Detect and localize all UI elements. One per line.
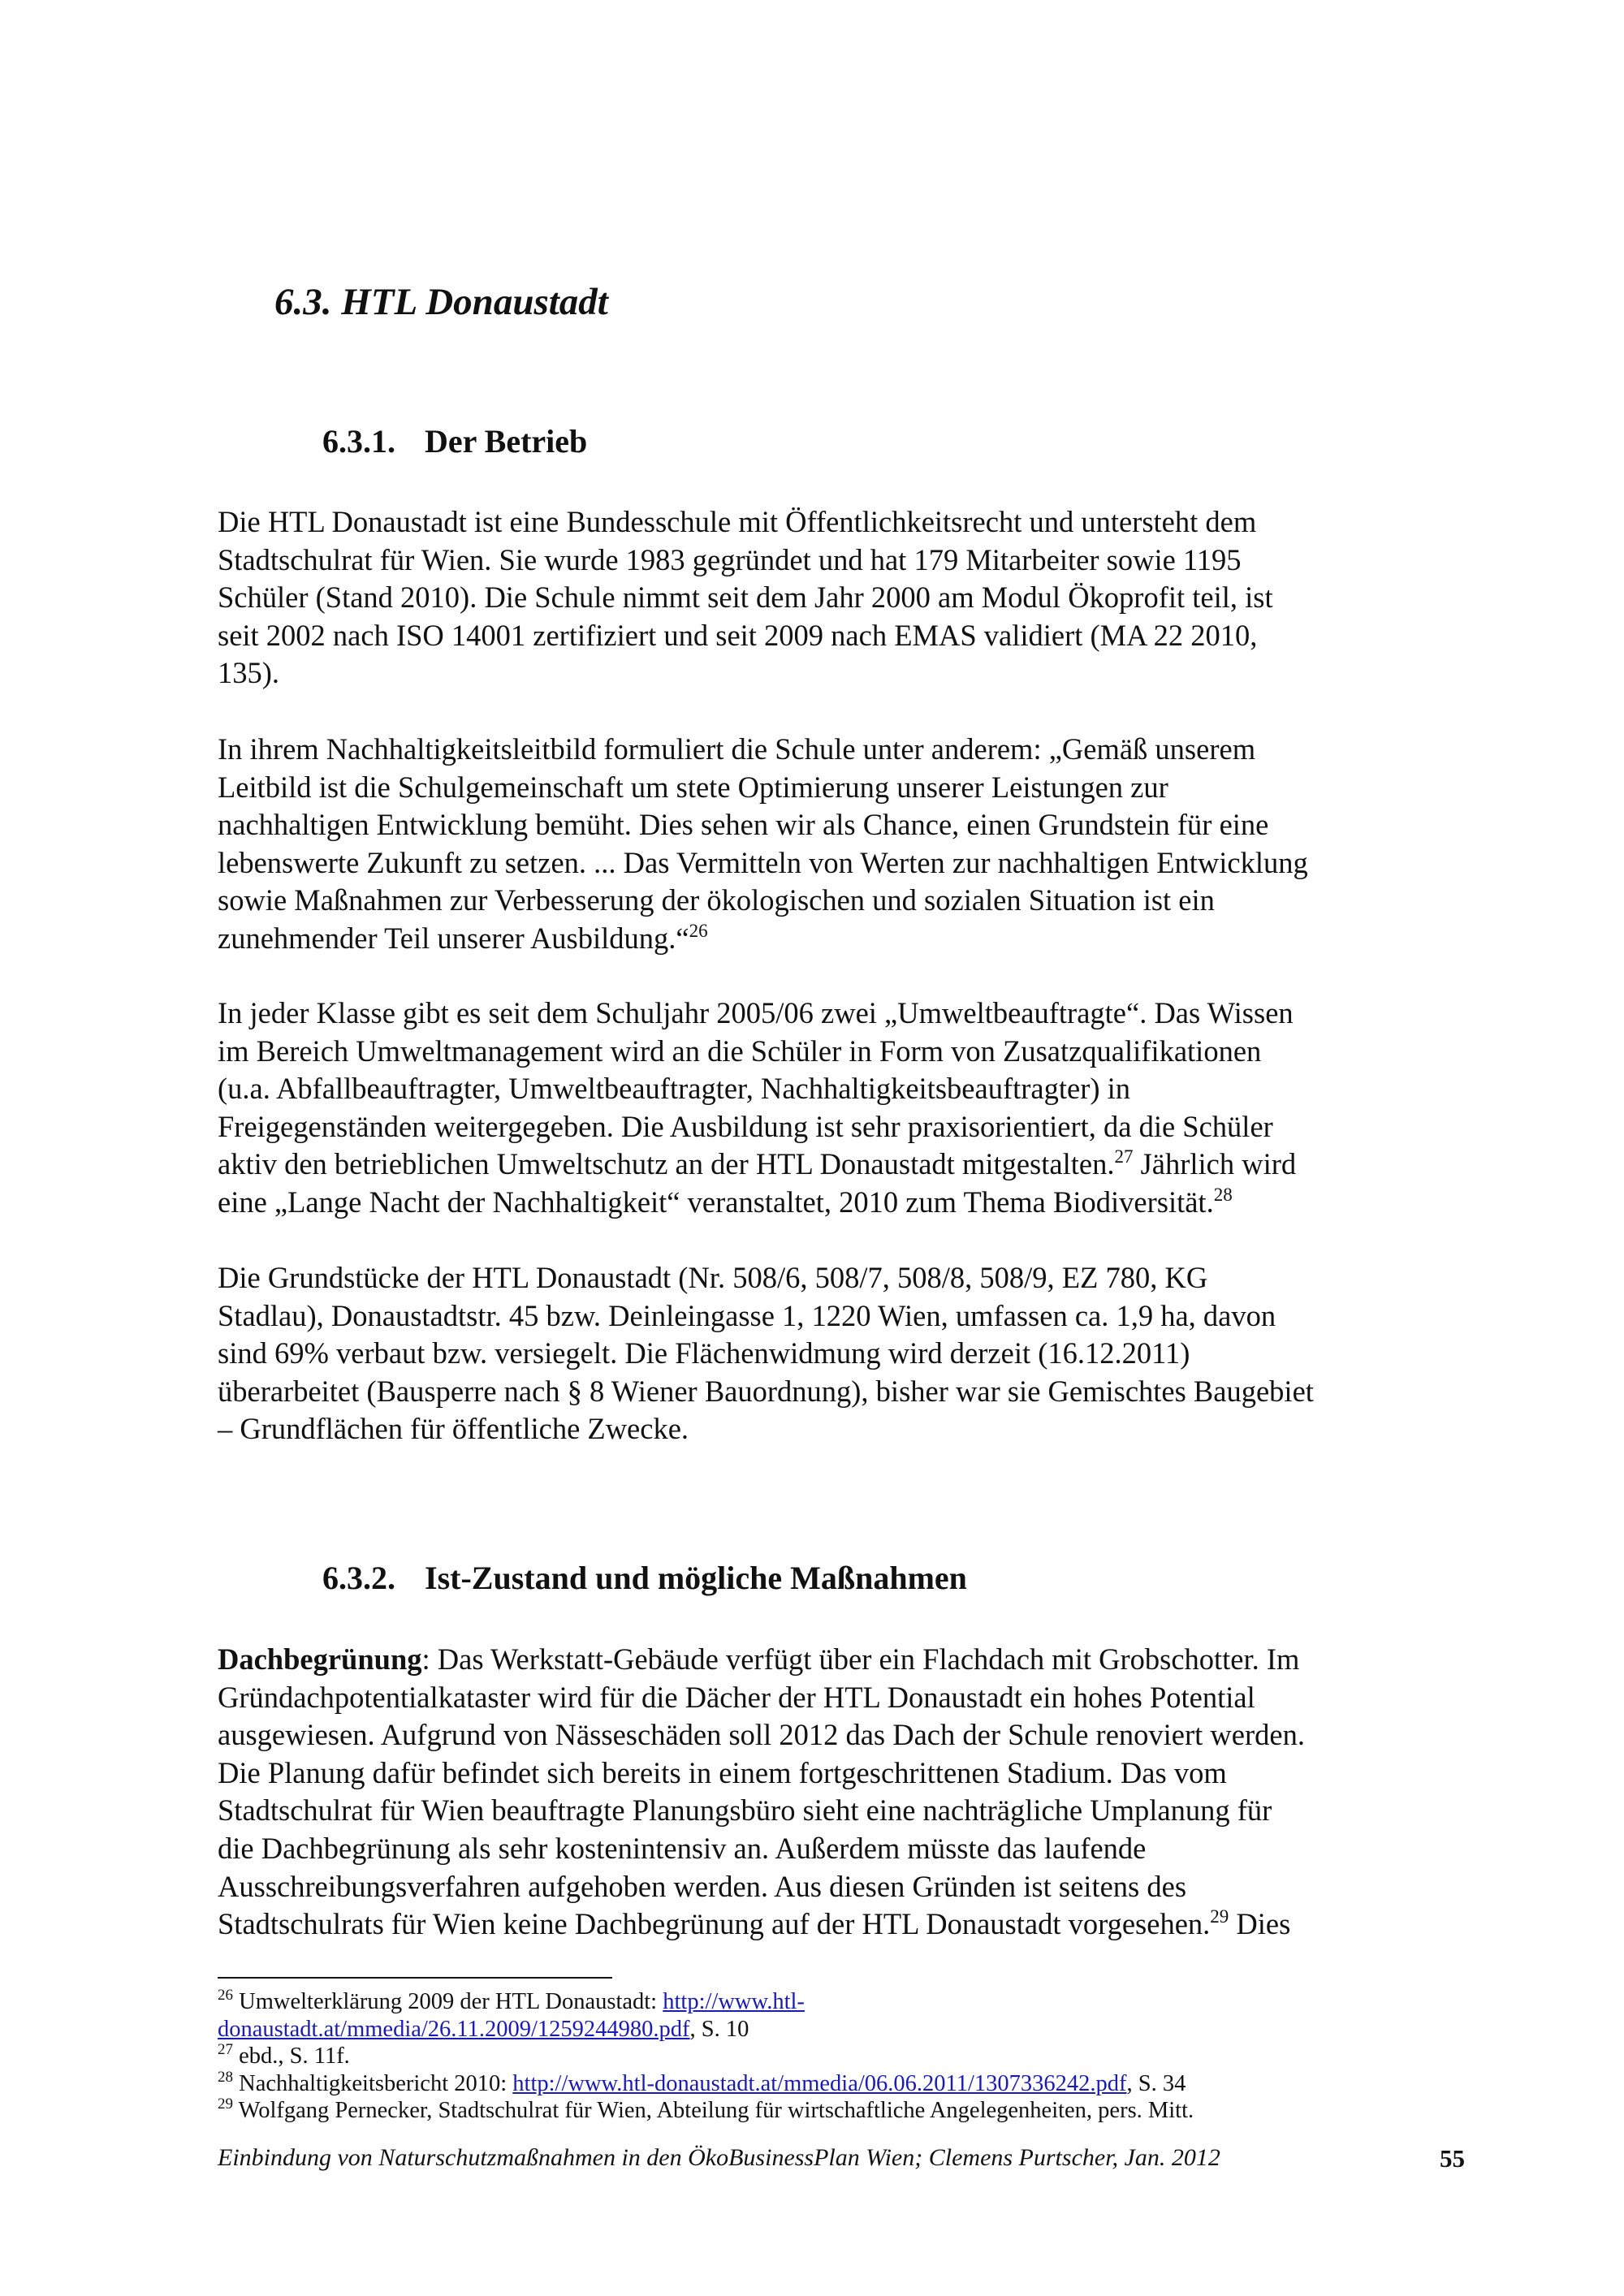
bold-lead-term: Dachbegrünung — [218, 1642, 422, 1676]
text-line: lebenswerte Zukunft zu setzen. ... Das Vermitteln von Werten zur nachhaltigen Entwicklung — [218, 845, 1308, 879]
paragraph-grundstuecke — [218, 1259, 1452, 1448]
subsection-number: 6.3.1. — [322, 423, 395, 460]
text-line: überarbeitet (Bausperre nach § 8 Wiener Bauordnung), bisher war sie Gemischtes Baugebiet — [218, 1374, 1314, 1408]
footnote-ref[interactable]: 27 — [1114, 1146, 1134, 1167]
footnote-ref[interactable]: 28 — [1213, 1184, 1233, 1205]
subsection-title: Ist-Zustand und mögliche Maßnahmen — [425, 1560, 967, 1596]
text-fragment: Jährlich wird — [1133, 1147, 1297, 1181]
text-line: Stadtschulrat für Wien. Sie wurde 1983 gegründet und hat 179 Mitarbeiter sowie 1195 — [218, 542, 1242, 576]
text-line: Gründachpotentialkataster wird für die Dächer der HTL Donaustadt ein hohes Potential — [218, 1680, 1255, 1714]
subsection-heading-betrieb — [322, 422, 587, 460]
text-line: Die Grundstücke der HTL Donaustadt (Nr. 508/6, 508/7, 508/8, 508/9, EZ 780, KG — [218, 1261, 1208, 1294]
text-line: Stadtschulrat für Wien beauftragte Planungsbüro sieht eine nachträgliche Umplanung für — [218, 1793, 1272, 1828]
text-line: seit 2002 nach ISO 14001 zertifiziert und seit 2009 nach EMAS validiert (MA 22 2010, — [218, 618, 1258, 652]
footnote-separator — [218, 1977, 612, 1979]
paragraph-umweltbeauftragte — [218, 995, 1452, 1222]
text-line: In ihrem Nachhaltigkeitsleitbild formuliert die Schule unter anderem: „Gemäß unserem — [218, 732, 1256, 766]
text-line: In jeder Klasse gibt es seit dem Schuljahr 2005/06 zwei „Umweltbeauftragte“. Das Wissen — [218, 996, 1294, 1029]
subsection-title: Der Betrieb — [425, 423, 588, 460]
subsection-number: 6.3.2. — [322, 1560, 395, 1596]
text-line — [218, 1146, 1452, 1184]
text-line — [218, 1184, 1452, 1222]
text-line: 135). — [218, 656, 280, 690]
text-line: Die Planung dafür befindet sich bereits in einem fortgeschrittenen Stadium. Das vom — [218, 1755, 1227, 1789]
footnote-text: Nachhaltigkeitsbericht 2010: — [233, 2070, 513, 2096]
text-line: Freigegenständen weitergegeben. Die Ausbildung ist sehr praxisorientiert, da die Schüler — [218, 1109, 1273, 1143]
text-line: (u.a. Abfallbeauftragter, Umweltbeauftragter, Nachhaltigkeitsbeauftragter) in — [218, 1072, 1131, 1106]
text-line: sowie Maßnahmen zur Verbesserung der ökologischen und sozialen Situation ist ein — [218, 883, 1215, 917]
text-line: die Dachbegrünung als sehr kostenintensiv an. Außerdem müsste das laufende — [218, 1831, 1147, 1865]
text-line — [218, 920, 1452, 958]
footnote-27 — [218, 2043, 1452, 2070]
footnote-text: , S. 10 — [689, 2016, 749, 2042]
footnote-link[interactable]: donaustadt.at/mmedia/26.11.2009/1259244980.pdf — [218, 2016, 690, 2042]
text-line — [218, 1905, 1452, 1944]
text-line: im Bereich Umweltmanagement wird an die Schüler in Form von Zusatzqualifikationen — [218, 1034, 1262, 1068]
text-fragment: Dies — [1229, 1907, 1291, 1941]
text-fragment: zunehmender Teil unserer Ausbildung.“ — [218, 921, 689, 955]
text-line: Schüler (Stand 2010). Die Schule nimmt seit dem Jahr 2000 am Modul Ökoprofit teil, ist — [218, 580, 1273, 615]
footnote-number: 28 — [218, 2068, 233, 2086]
paragraph-leitbild — [218, 731, 1452, 958]
page-footer: Einbindung von Naturschutzmaßnahmen in den ÖkoBusinessPlan Wien; Clemens Purtscher, Jan. 2012 — [218, 2144, 1220, 2171]
text-line — [218, 1641, 1452, 1679]
text-line: Ausschreibungsverfahren aufgehoben werden. Aus diesen Gründen ist seitens des — [218, 1869, 1187, 1903]
footnotes — [218, 1988, 1452, 2125]
section-heading: 6.3. HTL Donaustadt — [274, 281, 608, 323]
text-fragment: eine „Lange Nacht der Nachhaltigkeit“ veranstaltet, 2010 zum Thema Biodiversität. — [218, 1185, 1214, 1219]
footnote-ref[interactable]: 26 — [689, 920, 708, 941]
footnote-text: Umwelterklärung 2009 der HTL Donaustadt: — [233, 1989, 663, 2014]
text-line: Leitbild ist die Schulgemeinschaft um stete Optimierung unserer Leistungen zur — [218, 770, 1168, 804]
subsection-heading-ist-zustand — [322, 1559, 967, 1597]
text-fragment: Stadtschulrats für Wien keine Dachbegrünung auf der HTL Donaustadt vorgesehen. — [218, 1907, 1211, 1941]
text-fragment: : Das Werkstatt-Gebäude verfügt über ein Flachdach mit Grobschotter. Im — [421, 1642, 1300, 1676]
text-fragment: aktiv den betrieblichen Umweltschutz an der HTL Donaustadt mitgestalten. — [218, 1147, 1115, 1181]
footnote-number: 26 — [218, 1987, 233, 2004]
text-line: Stadlau), Donaustadtstr. 45 bzw. Deinleingasse 1, 1220 Wien, umfassen ca. 1,9 ha, davon — [218, 1298, 1276, 1332]
footnote-link[interactable]: http://www.htl-donaustadt.at/mmedia/06.06.2011/1307336242.pdf — [512, 2070, 1127, 2096]
footnote-29 — [218, 2097, 1452, 2125]
footnote-28 — [218, 2070, 1452, 2098]
paragraph-intro — [218, 503, 1452, 693]
footnote-ref[interactable]: 29 — [1210, 1906, 1229, 1927]
text-line: Die HTL Donaustadt ist eine Bundesschule mit Öffentlichkeitsrecht und untersteht dem — [218, 505, 1257, 538]
footnote-text: , S. 34 — [1126, 2070, 1186, 2096]
text-line: sind 69% verbaut bzw. versiegelt. Die Flächenwidmung wird derzeit (16.12.2011) — [218, 1336, 1190, 1370]
footnote-text: ebd., S. 11f. — [233, 2044, 350, 2069]
page-number: 55 — [1440, 2144, 1465, 2173]
paragraph-dachbegruenung — [218, 1641, 1452, 1944]
footnote-number: 29 — [218, 2095, 233, 2113]
text-line: nachhaltigen Entwicklung bemüht. Dies sehen wir als Chance, einen Grundstein für eine — [218, 808, 1269, 842]
footnote-number: 27 — [218, 2041, 233, 2058]
text-line: ausgewiesen. Aufgrund von Nässeschäden soll 2012 das Dach der Schule renoviert werden. — [218, 1718, 1305, 1752]
text-line: – Grundflächen für öffentliche Zwecke. — [218, 1412, 689, 1446]
footnote-26-continuation — [218, 2016, 1452, 2044]
footnote-text: Wolfgang Pernecker, Stadtschulrat für Wien, Abteilung für wirtschaftliche Angelegenheiten, pers. Mitt. — [233, 2098, 1194, 2123]
footnote-26 — [218, 1988, 1452, 2016]
footnote-link[interactable]: http://www.htl- — [663, 1989, 805, 2014]
